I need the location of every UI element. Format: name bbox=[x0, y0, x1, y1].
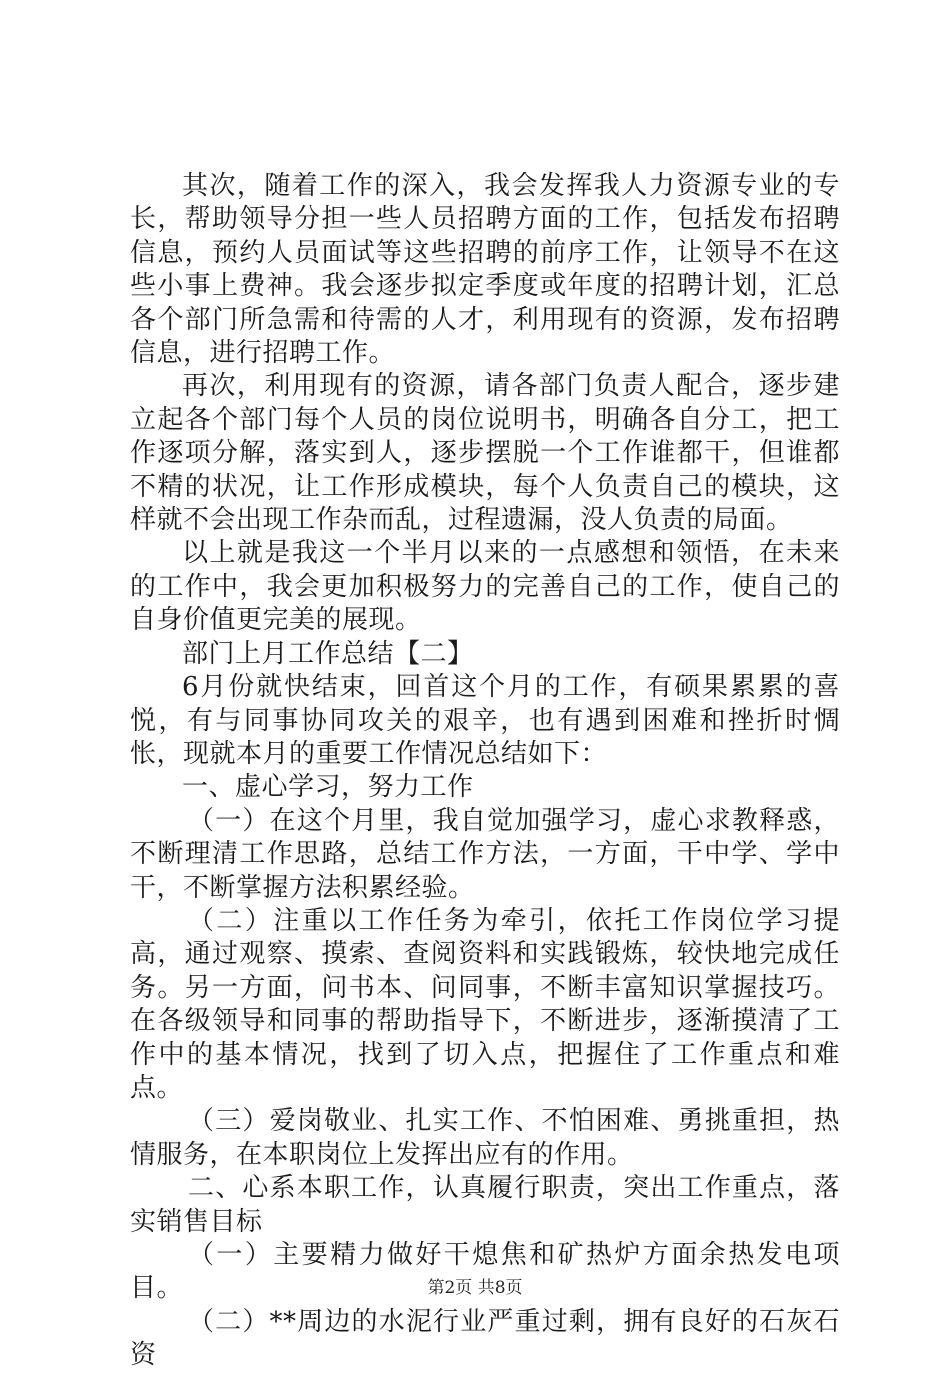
paragraph: 6月份就快结束，回首这个月的工作，有硕果累累的喜悦，有与同事协同攻关的艰辛，也有遇到困难和挫折时惆怅，现就本月的重要工作情况总结如下： bbox=[130, 672, 840, 769]
paragraph: 其次，随着工作的深入，我会发挥我人力资源专业的专长，帮助领导分担一些人员招聘方面的工作，包括发布招聘信息，预约人员面试等这些招聘的前序工作，让领导不在这些小事上费神。我会逐步拟定季度或年度的招聘计划，汇总各个部门所急需和待需的人才，利用现有的资源，发布招聘信息，进行招聘工作。 bbox=[130, 171, 840, 369]
paragraph: 一、虚心学习，努力工作 bbox=[182, 772, 474, 803]
paragraph: 部门上月工作总结【二】 bbox=[182, 638, 474, 669]
paragraph: 再次，利用现有的资源，请各部门负责人配合，逐步建立起各个部门每个人员的岗位说明书，明确各自分工，把工作逐项分解，落实到人，逐步摆脱一个工作谁都干，但谁都不精的状况，让工作形成模块，每个人负责自己的模块，这样就不会出现工作杂而乱，过程遗漏，没人负责的局面。 bbox=[130, 371, 840, 536]
body-text bbox=[130, 170, 840, 1373]
paragraph: 二、心系本职工作，认真履行职责，突出工作重点，落实销售目标 bbox=[130, 1173, 840, 1237]
paragraph: （一）主要精力做好干熄焦和矿热炉方面余热发电项目。 bbox=[130, 1240, 840, 1304]
paragraph: （二）注重以工作任务为牵引，依托工作岗位学习提高，通过观察、摸索、查阅资料和实践锻炼，较快地完成任务。另一方面，问书本、问同事，不断丰富知识掌握技巧。在各级领导和同事的帮助指导下，不断进步，逐渐摸清了工作中的基本情况，找到了切入点，把握住了工作重点和难点。 bbox=[130, 905, 840, 1103]
paragraph: （三）爱岗敬业、扎实工作、不怕困难、勇挑重担，热情服务，在本职岗位上发挥出应有的作用。 bbox=[130, 1106, 840, 1170]
paragraph: （二）**周边的水泥行业严重过剩，拥有良好的石灰石资 bbox=[130, 1306, 840, 1371]
paragraph: （一）在这个月里，我自觉加强学习，虚心求教释惑，不断理清工作思路，总结工作方法，一方面，干中学、学中干，不断掌握方法积累经验。 bbox=[130, 805, 840, 903]
page-footer: 第2页 共8页 bbox=[427, 1278, 523, 1298]
paragraph: 以上就是我这一个半月以来的一点感想和领悟，在未来的工作中，我会更加积极努力的完善自己的工作，使自己的自身价值更完美的展现。 bbox=[130, 538, 840, 636]
